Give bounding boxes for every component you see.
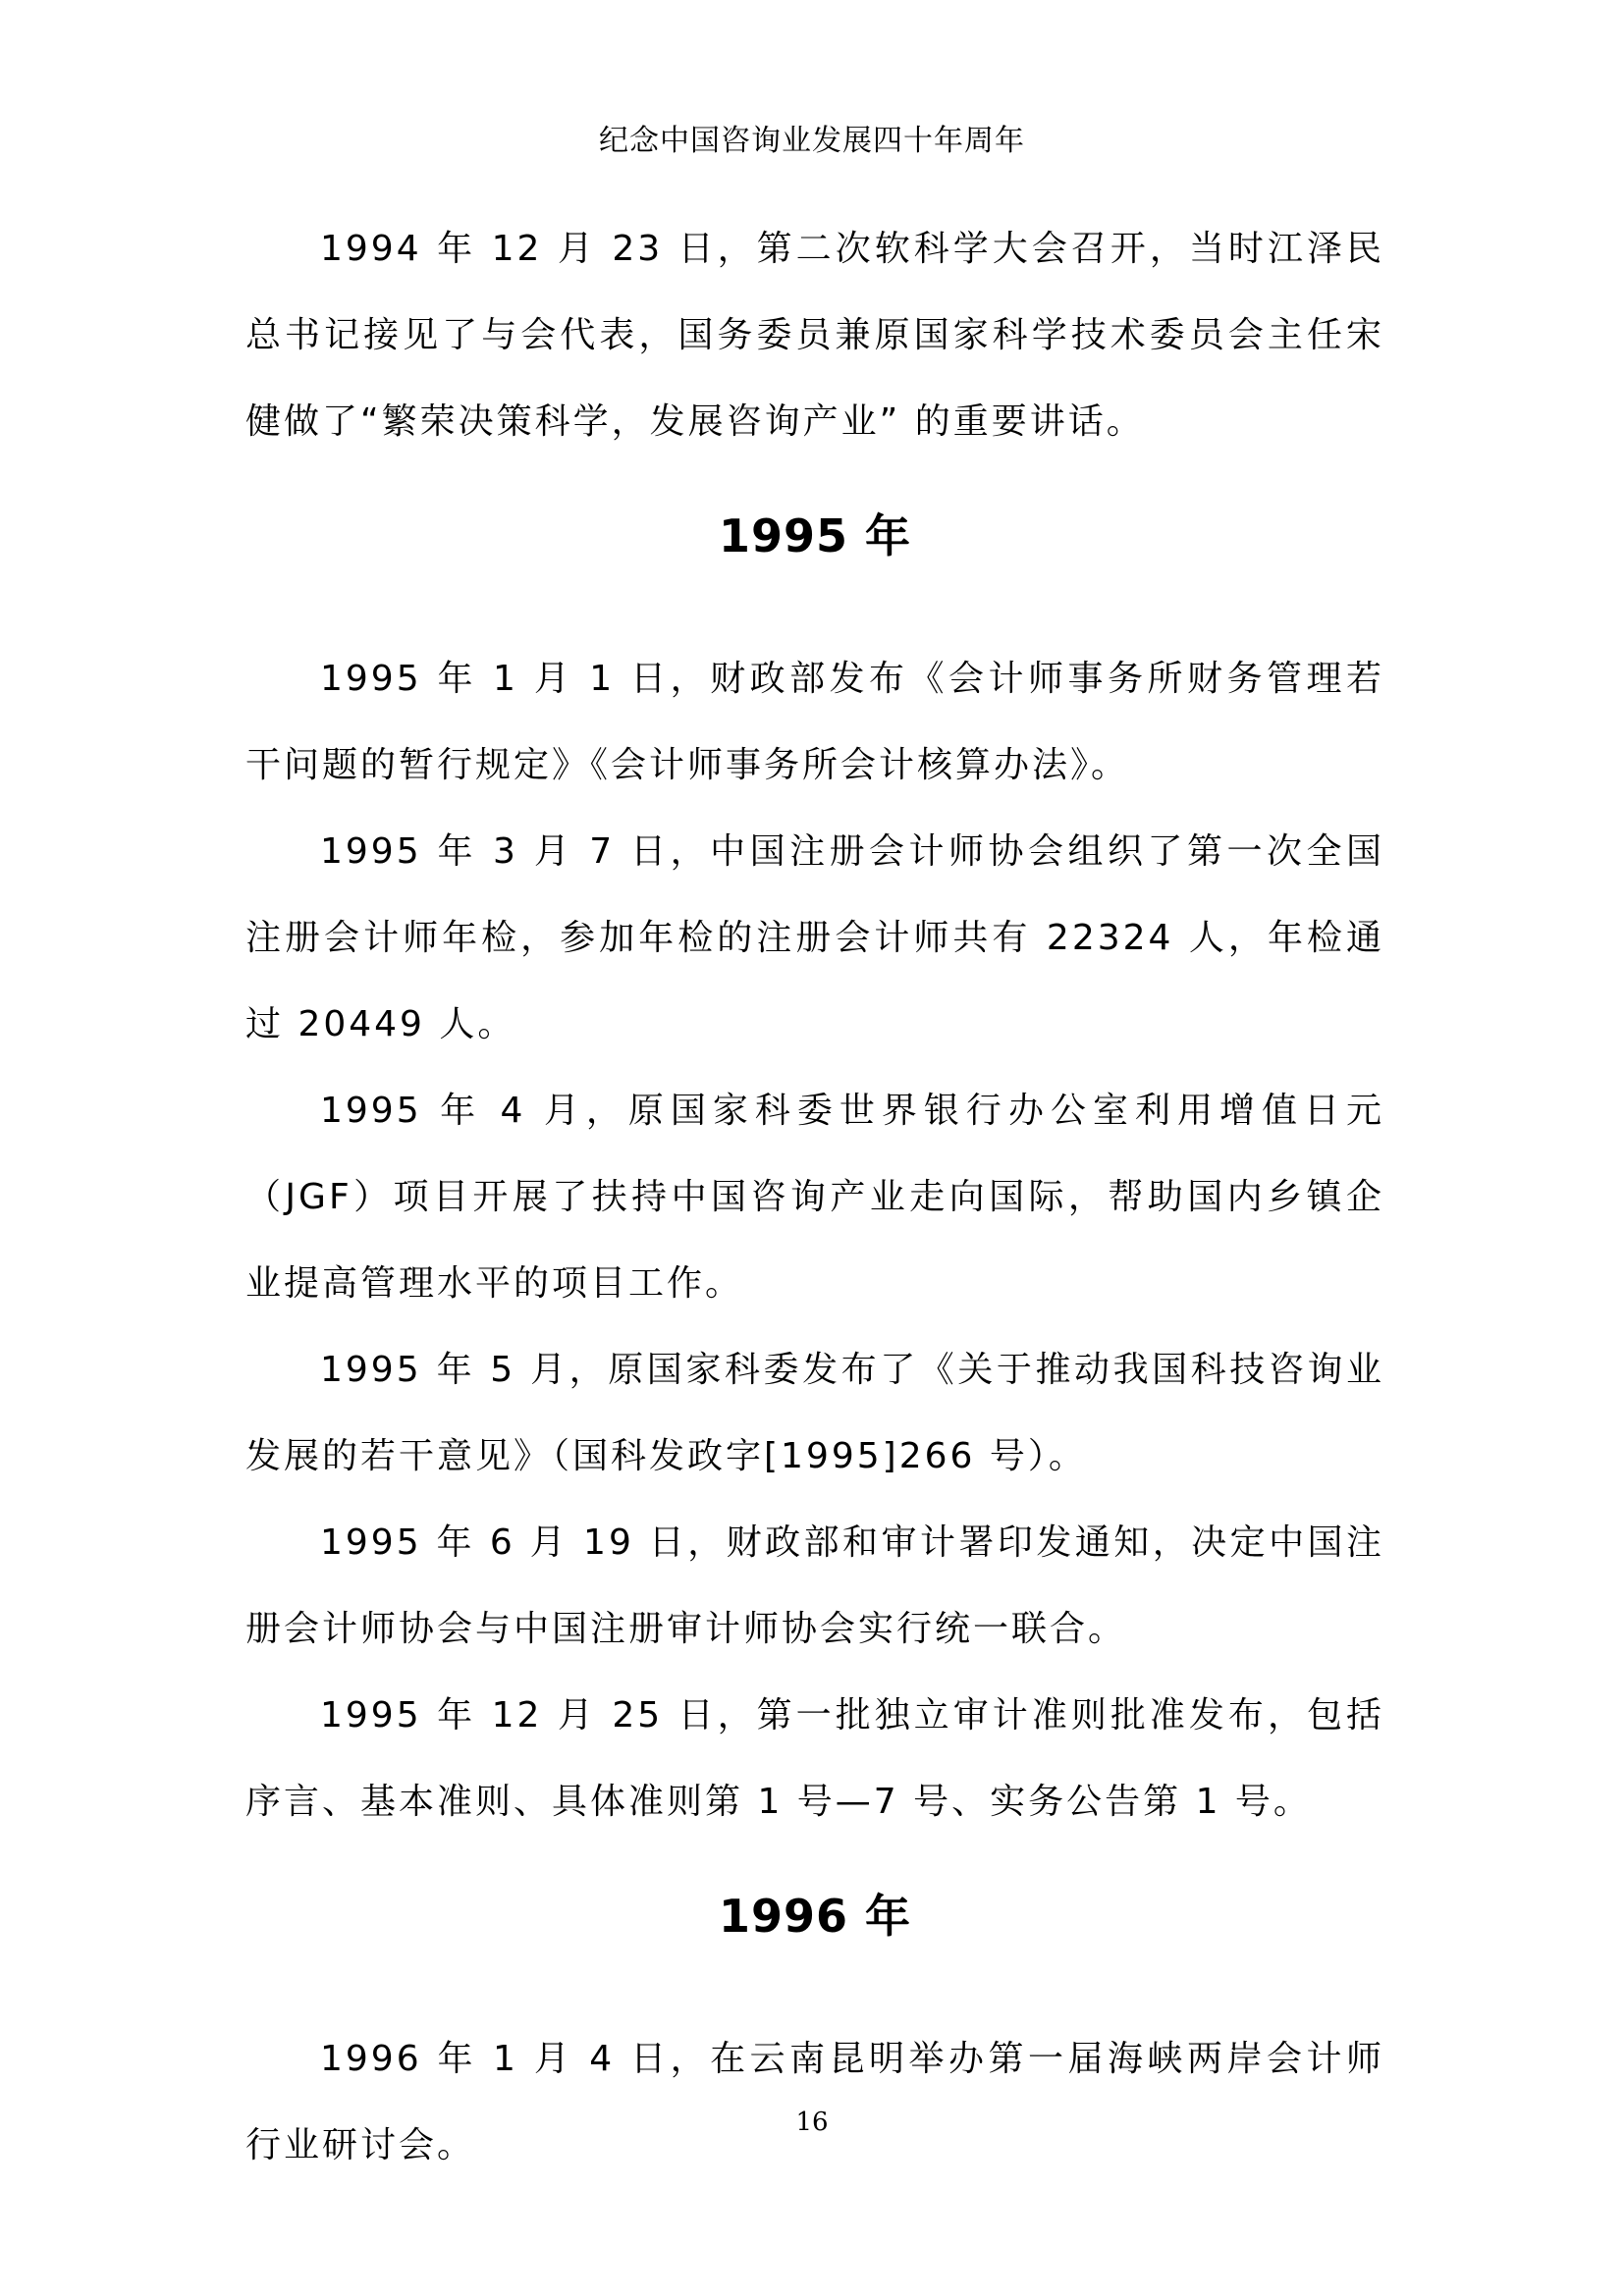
page-header-title: 纪念中国咨询业发展四十年周年 <box>599 124 1025 158</box>
paragraph-1995-may: 1995 年 5 月，原国家科委发布了《关于推动我国科技咨询业发展的若干意见》（国科发政字[1995]266 号）。 <box>245 1350 1384 1476</box>
paragraph-1995-jun: 1995 年 6 月 19 日，财政部和审计署印发通知，决定中国注册会计师协会与中国注册审计师协会实行统一联合。 <box>245 1522 1384 1649</box>
year-heading-1996: 1996 年 <box>718 1890 912 1943</box>
document-body <box>245 206 1384 2189</box>
paragraph-1995-apr: 1995 年 4 月，原国家科委世界银行办公室利用增值日元（JGF）项目开展了扶持中国咨询产业走向国际，帮助国内乡镇企业提高管理水平的项目工作。 <box>245 1091 1384 1304</box>
year-heading-1995: 1995 年 <box>718 509 912 562</box>
paragraph-1996-jan: 1996 年 1 月 4 日，在云南昆明举办第一届海峡两岸会计师行业研讨会。 <box>245 2039 1384 2165</box>
page-number: 16 <box>795 2108 829 2137</box>
paragraph-1995-mar: 1995 年 3 月 7 日，中国注册会计师协会组织了第一次全国注册会计师年检，参加年检的注册会计师共有 22324 人，年检通过 20449 人。 <box>245 831 1384 1044</box>
paragraph-1995-jan: 1995 年 1 月 1 日，财政部发布《会计师事务所财务管理若干问题的暂行规定》《会计师事务所会计核算办法》。 <box>245 659 1384 785</box>
paragraph-1994-conference: 1994 年 12 月 23 日，第二次软科学大会召开，当时江泽民总书记接见了与会代表，国务委员兼原国家科学技术委员会主任宋健做了“繁荣决策科学，发展咨询产业” 的重要讲话。 <box>245 229 1384 442</box>
paragraph-1995-dec: 1995 年 12 月 25 日，第一批独立审计准则批准发布，包括序言、基本准则、具体准则第 1 号—7 号、实务公告第 1 号。 <box>245 1695 1384 1822</box>
